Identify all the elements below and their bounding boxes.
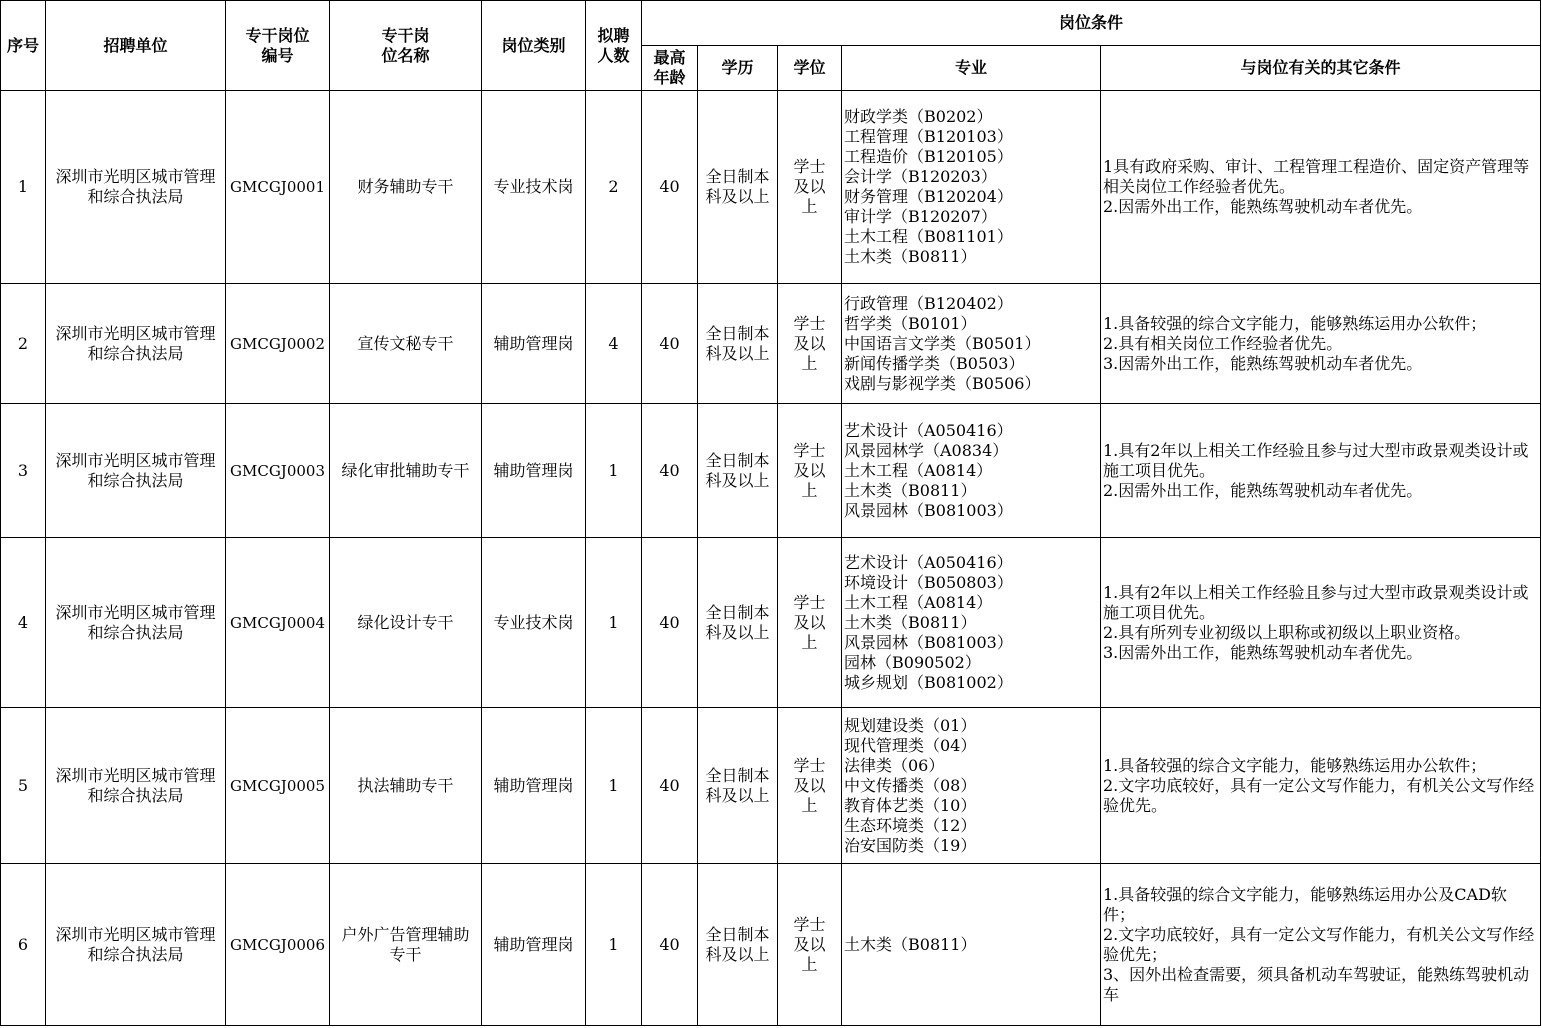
unit-cell: 深圳市光明区城市管理和综合执法局 <box>46 404 226 538</box>
major-item: 风景园林（B081003） <box>844 632 1013 652</box>
category-cell: 辅助管理岗 <box>482 864 586 1026</box>
major-item: 新闻传播学类（B0503） <box>844 353 1025 373</box>
age-cell: 40 <box>642 404 698 538</box>
education-cell: 全日制本科及以上 <box>698 284 778 404</box>
header-major: 专业 <box>842 46 1101 91</box>
count-cell: 1 <box>586 404 642 538</box>
table-row <box>1 404 1541 538</box>
age-cell: 40 <box>642 864 698 1026</box>
header-post-name: 专干岗位名称 <box>330 1 482 91</box>
other-conditions-cell <box>1101 864 1541 1026</box>
condition-item: 1.具备较强的综合文字能力，能够熟练运用办公及CAD软件； <box>1103 884 1507 924</box>
unit-cell: 深圳市光明区城市管理和综合执法局 <box>46 538 226 708</box>
count-cell: 4 <box>586 284 642 404</box>
post-name-cell: 绿化设计专干 <box>330 538 482 708</box>
condition-item: 1.具备较强的综合文字能力，能够熟练运用办公软件； <box>1103 313 1487 333</box>
condition-item: 2.因需外出工作，能熟练驾驶机动车者优先。 <box>1103 197 1423 216</box>
header-unit: 招聘单位 <box>46 1 226 91</box>
other-conditions-cell <box>1101 284 1541 404</box>
major-item: 土木类（B0811） <box>844 612 977 632</box>
header-category: 岗位类别 <box>482 1 586 91</box>
education-cell: 全日制本科及以上 <box>698 538 778 708</box>
condition-item: 2.文字功底较好，具有一定公文写作能力，有机关公文写作经验优先。 <box>1103 775 1535 815</box>
post-name-cell: 户外广告管理辅助专干 <box>330 864 482 1026</box>
major-item: 中国语言文学类（B0501） <box>844 333 1041 353</box>
seq-cell: 1 <box>1 91 46 284</box>
other-conditions-cell <box>1101 91 1541 284</box>
count-cell: 1 <box>586 864 642 1026</box>
category-cell: 辅助管理岗 <box>482 404 586 538</box>
seq-cell: 6 <box>1 864 46 1026</box>
major-item: 审计学（B120207） <box>844 207 997 226</box>
table-row <box>1 284 1541 404</box>
table-row <box>1 864 1541 1026</box>
major-item: 工程管理（B120103） <box>844 127 1013 146</box>
major-item: 规划建设类（01） <box>844 715 977 735</box>
header-other: 与岗位有关的其它条件 <box>1101 46 1541 91</box>
major-item: 土木类（B0811） <box>844 247 977 266</box>
other-conditions-cell <box>1101 538 1541 708</box>
major-item: 土木类（B0811） <box>844 934 977 954</box>
major-item: 财务管理（B120204） <box>844 187 1013 206</box>
unit-cell: 深圳市光明区城市管理和综合执法局 <box>46 284 226 404</box>
major-item: 城乡规划（B081002） <box>844 672 1013 692</box>
degree-cell: 学士及以上 <box>778 404 842 538</box>
major-item: 现代管理类（04） <box>844 735 977 755</box>
major-item: 生态环境类（12） <box>844 815 977 835</box>
condition-item: 1.具有2年以上相关工作经验且参与过大型市政景观类设计或施工项目优先。 <box>1103 582 1529 622</box>
condition-item: 3、因外出检查需要，须具备机动车驾驶证，能熟练驾驶机动车 <box>1103 964 1530 1004</box>
major-item: 土木类（B0811） <box>844 480 977 500</box>
major-cell <box>842 708 1101 864</box>
major-cell <box>842 538 1101 708</box>
age-cell: 40 <box>642 284 698 404</box>
age-cell: 40 <box>642 91 698 284</box>
header-post-code: 专干岗位编号 <box>226 1 330 91</box>
major-item: 艺术设计（A050416） <box>844 552 1013 572</box>
major-item: 治安国防类（19） <box>844 835 977 855</box>
condition-item: 2.具有相关岗位工作经验者优先。 <box>1103 333 1343 353</box>
major-item: 土木工程（A0814） <box>844 460 993 480</box>
category-cell: 辅助管理岗 <box>482 708 586 864</box>
table-row <box>1 708 1541 864</box>
condition-item: 3.因需外出工作，能熟练驾驶机动车者优先。 <box>1103 642 1423 662</box>
header-education: 学历 <box>698 46 778 91</box>
seq-cell: 5 <box>1 708 46 864</box>
major-item: 风景园林（B081003） <box>844 500 1013 520</box>
major-item: 行政管理（B120402） <box>844 293 1013 313</box>
seq-cell: 3 <box>1 404 46 538</box>
major-cell <box>842 284 1101 404</box>
education-cell: 全日制本科及以上 <box>698 708 778 864</box>
category-cell: 专业技术岗 <box>482 538 586 708</box>
header-conditions: 岗位条件 <box>642 1 1541 46</box>
post-name-cell: 宣传文秘专干 <box>330 284 482 404</box>
major-cell <box>842 91 1101 284</box>
condition-item: 3.因需外出工作，能熟练驾驶机动车者优先。 <box>1103 353 1423 373</box>
header-count: 拟聘人数 <box>586 1 642 91</box>
age-cell: 40 <box>642 538 698 708</box>
major-item: 风景园林学（A0834） <box>844 440 1009 460</box>
degree-cell: 学士及以上 <box>778 91 842 284</box>
category-cell: 辅助管理岗 <box>482 284 586 404</box>
education-cell: 全日制本科及以上 <box>698 404 778 538</box>
degree-cell: 学士及以上 <box>778 284 842 404</box>
header-seq: 序号 <box>1 1 46 91</box>
major-item: 哲学类（B0101） <box>844 313 977 333</box>
major-cell <box>842 404 1101 538</box>
table-row <box>1 538 1541 708</box>
major-item: 中文传播类（08） <box>844 775 977 795</box>
condition-item: 1.具有2年以上相关工作经验且参与过大型市政景观类设计或施工项目优先。 <box>1103 440 1529 480</box>
major-item: 土木工程（B081101） <box>844 227 1013 246</box>
major-item: 法律类（06） <box>844 755 945 775</box>
major-item: 园林（B090502） <box>844 652 981 672</box>
header-max-age: 最高年龄 <box>642 46 698 91</box>
count-cell: 2 <box>586 91 642 284</box>
other-conditions-cell <box>1101 404 1541 538</box>
header-row-1 <box>1 1 1541 46</box>
major-item: 会计学（B120203） <box>844 167 997 186</box>
header-degree: 学位 <box>778 46 842 91</box>
major-item: 环境设计（B050803） <box>844 572 1013 592</box>
count-cell: 1 <box>586 538 642 708</box>
post-code-cell: GMCGJ0006 <box>226 864 330 1026</box>
major-cell <box>842 864 1101 1026</box>
education-cell: 全日制本科及以上 <box>698 864 778 1026</box>
other-conditions-cell <box>1101 708 1541 864</box>
age-cell: 40 <box>642 708 698 864</box>
degree-cell: 学士及以上 <box>778 708 842 864</box>
unit-cell: 深圳市光明区城市管理和综合执法局 <box>46 91 226 284</box>
major-item: 艺术设计（A050416） <box>844 420 1013 440</box>
major-item: 财政学类（B0202） <box>844 107 993 126</box>
post-code-cell: GMCGJ0003 <box>226 404 330 538</box>
condition-item: 2.文字功底较好，具有一定公文写作能力，有机关公文写作经验优先； <box>1103 924 1535 964</box>
unit-cell: 深圳市光明区城市管理和综合执法局 <box>46 864 226 1026</box>
post-name-cell: 财务辅助专干 <box>330 91 482 284</box>
condition-item: 1.具备较强的综合文字能力，能够熟练运用办公软件； <box>1103 755 1487 775</box>
post-name-cell: 绿化审批辅助专干 <box>330 404 482 538</box>
table-row <box>1 91 1541 284</box>
post-name-cell: 执法辅助专干 <box>330 708 482 864</box>
unit-cell: 深圳市光明区城市管理和综合执法局 <box>46 708 226 864</box>
post-code-cell: GMCGJ0001 <box>226 91 330 284</box>
major-item: 戏剧与影视学类（B0506） <box>844 373 1041 393</box>
category-cell: 专业技术岗 <box>482 91 586 284</box>
condition-item: 2.具有所列专业初级以上职称或初级以上职业资格。 <box>1103 622 1471 642</box>
degree-cell: 学士及以上 <box>778 538 842 708</box>
post-code-cell: GMCGJ0005 <box>226 708 330 864</box>
seq-cell: 2 <box>1 284 46 404</box>
major-item: 土木工程（A0814） <box>844 592 993 612</box>
post-code-cell: GMCGJ0002 <box>226 284 330 404</box>
count-cell: 1 <box>586 708 642 864</box>
major-item: 工程造价（B120105） <box>844 147 1013 166</box>
seq-cell: 4 <box>1 538 46 708</box>
condition-item: 1具有政府采购、审计、工程管理工程造价、固定资产管理等相关岗位工作经验者优先。 <box>1103 157 1530 196</box>
major-item: 教育体艺类（10） <box>844 795 977 815</box>
post-code-cell: GMCGJ0004 <box>226 538 330 708</box>
degree-cell: 学士及以上 <box>778 864 842 1026</box>
condition-item: 2.因需外出工作，能熟练驾驶机动车者优先。 <box>1103 480 1423 500</box>
education-cell: 全日制本科及以上 <box>698 91 778 284</box>
